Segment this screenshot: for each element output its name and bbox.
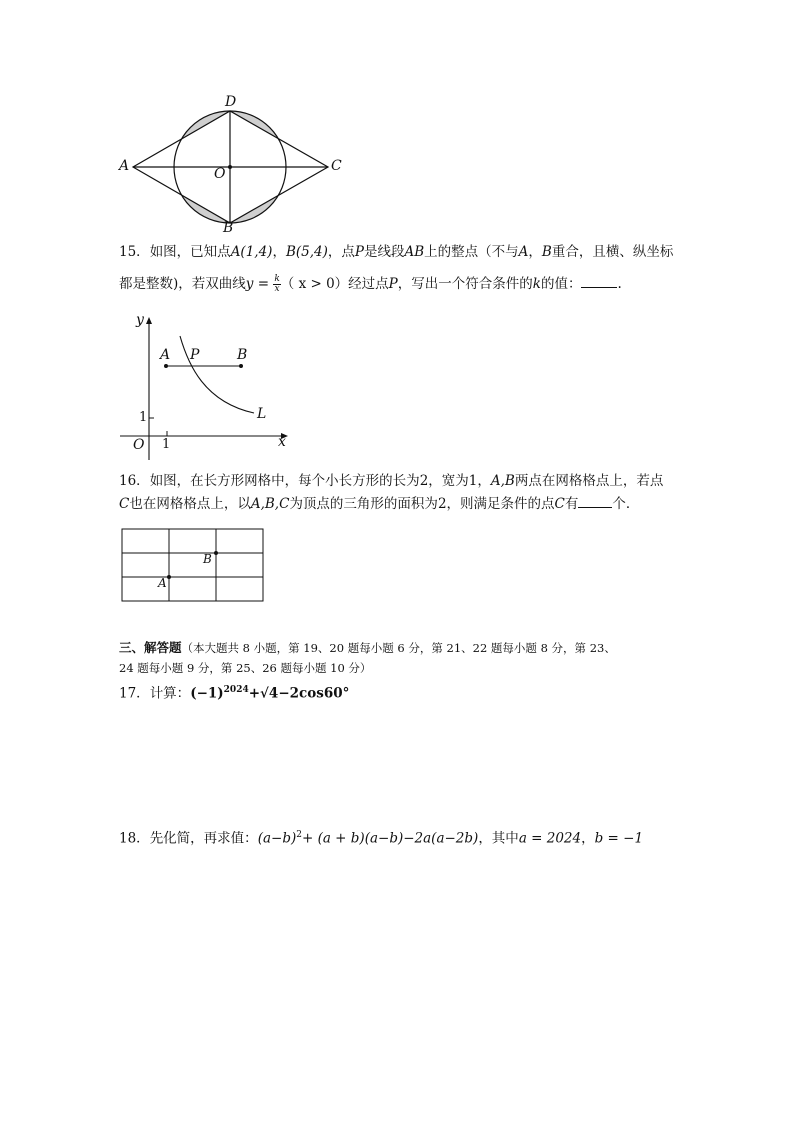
grid-svg xyxy=(121,528,266,604)
q16-line1: 16．如图，在长方形网格中，每个小长方形的长为2，宽为1，A,B两点在网格格点上，若点 xyxy=(119,473,664,489)
label-A: A xyxy=(119,158,130,174)
label-B: B xyxy=(223,220,234,236)
center-point xyxy=(228,165,232,169)
question-17: 17．计算：$(-1)^{2024}+√4-2\cos 60^\circ$ xyxy=(119,685,350,702)
q15-line2: 都是整数)，若双曲线y = $\frac{k}{x}$ （ x > 0）经过点P，写出一个符合条件的k的值： . xyxy=(119,274,622,294)
fraction-k-over-x: $\frac{k}{x}$ xyxy=(274,274,280,294)
grid-point-b xyxy=(214,551,218,555)
question-18: 18．先化简，再求值：$(a-b)^2+ (a + b)(a-b)-2a(a-2b)$，其中a = 2024，b = −1 xyxy=(119,830,644,847)
figure-hyperbola xyxy=(118,312,298,464)
label-y: y xyxy=(136,312,144,328)
y-axis-arrow xyxy=(146,317,152,324)
label-L: L xyxy=(257,406,267,422)
point-a xyxy=(164,364,168,368)
answer-blank-16 xyxy=(578,507,612,508)
section-3-line1: 三、解答题（本大题共 8 小题，第 19、20 题每小题 6 分，第 21、22 题每小题 8 分，第 23、 xyxy=(119,640,616,655)
label-origin: O xyxy=(133,437,145,453)
rhombus-circle-svg xyxy=(115,92,355,242)
point-b xyxy=(239,364,243,368)
label-O: O xyxy=(214,166,226,182)
section-3-title: 三、解答题 xyxy=(119,640,182,655)
hyperbola-svg xyxy=(118,312,298,464)
label-one-y: 1 xyxy=(139,410,148,425)
label-A: A xyxy=(160,347,171,363)
q16-line2: C也在网格格点上，以A,B,C为顶点的三角形的面积为2，则满足条件的点C有 个． xyxy=(119,496,640,512)
section-3-line2: 24 题每小题 9 分，第 25、26 题每小题 10 分） xyxy=(119,661,372,675)
q15-line1: 15．如图，已知点A(1,4)，B(5,4)，点P是线段AB上的整点（不与A，B重合，且横、纵坐标 xyxy=(119,244,674,260)
label-C: C xyxy=(331,158,342,174)
label-P: P xyxy=(190,347,200,363)
figure-grid xyxy=(121,528,266,604)
label-B: B xyxy=(203,552,212,566)
label-D: D xyxy=(225,94,237,110)
figure-rhombus-circle xyxy=(115,92,355,242)
answer-blank-15 xyxy=(581,287,617,288)
label-x: x xyxy=(278,434,286,450)
grid-point-a xyxy=(167,575,171,579)
label-A: A xyxy=(158,576,167,590)
label-B: B xyxy=(237,347,248,363)
grid-border xyxy=(122,529,263,601)
label-one-x: 1 xyxy=(162,437,171,452)
